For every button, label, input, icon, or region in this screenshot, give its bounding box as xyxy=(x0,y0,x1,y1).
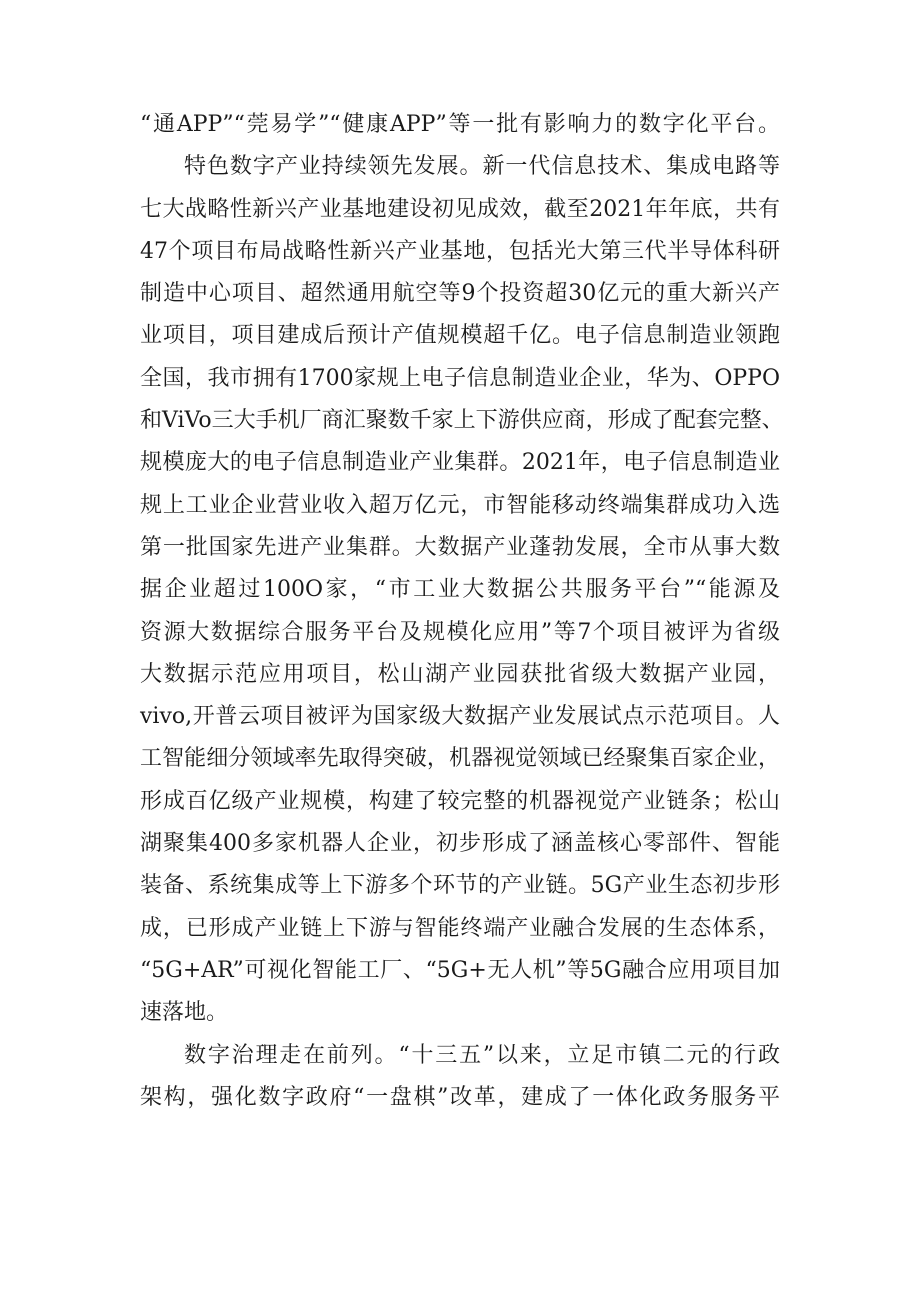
body-text xyxy=(140,104,784,1119)
text-line: 七大战略性新兴产业基地建设初见成效，截至2021年年底，共有 xyxy=(140,196,780,222)
text-line: 形成百亿级产业规模，构建了较完整的机器视觉产业链条；松山 xyxy=(140,788,780,814)
text-line: 规上工业企业营业收入超万亿元，市智能移动终端集群成功入选 xyxy=(140,492,780,518)
text-line: 湖聚集400多家机器人企业，初步形成了涵盖核心零部件、智能 xyxy=(140,831,780,857)
text-line: 速落地。 xyxy=(140,1000,229,1026)
text-line: 47个项目布局战略性新兴产业基地，包括光大第三代半导体科研 xyxy=(140,238,780,264)
text-line: 工智能细分领域率先取得突破，机器视觉领域已经聚集百家企业， xyxy=(140,746,780,772)
text-line: 业项目，项目建成后预计产值规模超千亿。电子信息制造业领跑 xyxy=(140,323,780,349)
text-line: 特色数字产业持续领先发展。新一代信息技术、集成电路等 xyxy=(184,154,780,180)
text-line: “5G+AR”可视化智能工厂、“5G+无人机”等5G融合应用项目加 xyxy=(140,957,780,983)
paragraph-digital-governance xyxy=(140,1035,780,1120)
text-line: 架构，强化数字政府“一盘棋”改革，建成了一体化政务服务平 xyxy=(140,1084,780,1110)
text-line: “通APP”“莞易学”“健康APP”等一批有影响力的数字化平台。 xyxy=(140,112,780,137)
text-line: 全国，我市拥有1700家规上电子信息制造业企业，华为、OPPO xyxy=(140,365,780,391)
paragraph-platforms xyxy=(140,104,780,146)
text-line: 制造中心项目、超然通用航空等9个投资超30亿元的重大新兴产 xyxy=(140,281,780,307)
text-line: 和ViVo三大手机厂商汇聚数千家上下游供应商，形成了配套完整、 xyxy=(140,408,784,434)
text-line: 规模庞大的电子信息制造业产业集群。2021年，电子信息制造业 xyxy=(140,450,780,476)
text-line: 据企业超过100O家，“市工业大数据公共服务平台”“能源及 xyxy=(140,577,780,603)
text-line: 数字治理走在前列。“十三五”以来，立足市镇二元的行政 xyxy=(184,1042,780,1068)
text-line: vivo,开普云项目被评为国家级大数据产业发展试点示范项目。人 xyxy=(140,704,780,730)
text-line: 第一批国家先进产业集群。大数据产业蓬勃发展，全市从事大数 xyxy=(140,534,780,560)
text-line: 大数据示范应用项目，松山湖产业园获批省级大数据产业园， xyxy=(140,661,780,687)
text-line: 装备、系统集成等上下游多个环节的产业链。5G产业生态初步形 xyxy=(140,873,780,899)
text-line: 资源大数据综合服务平台及规模化应用”等7个项目被评为省级 xyxy=(140,619,780,645)
paragraph-digital-industry xyxy=(140,146,784,1034)
text-line: 成，已形成产业链上下游与智能终端产业融合发展的生态体系， xyxy=(140,915,780,941)
